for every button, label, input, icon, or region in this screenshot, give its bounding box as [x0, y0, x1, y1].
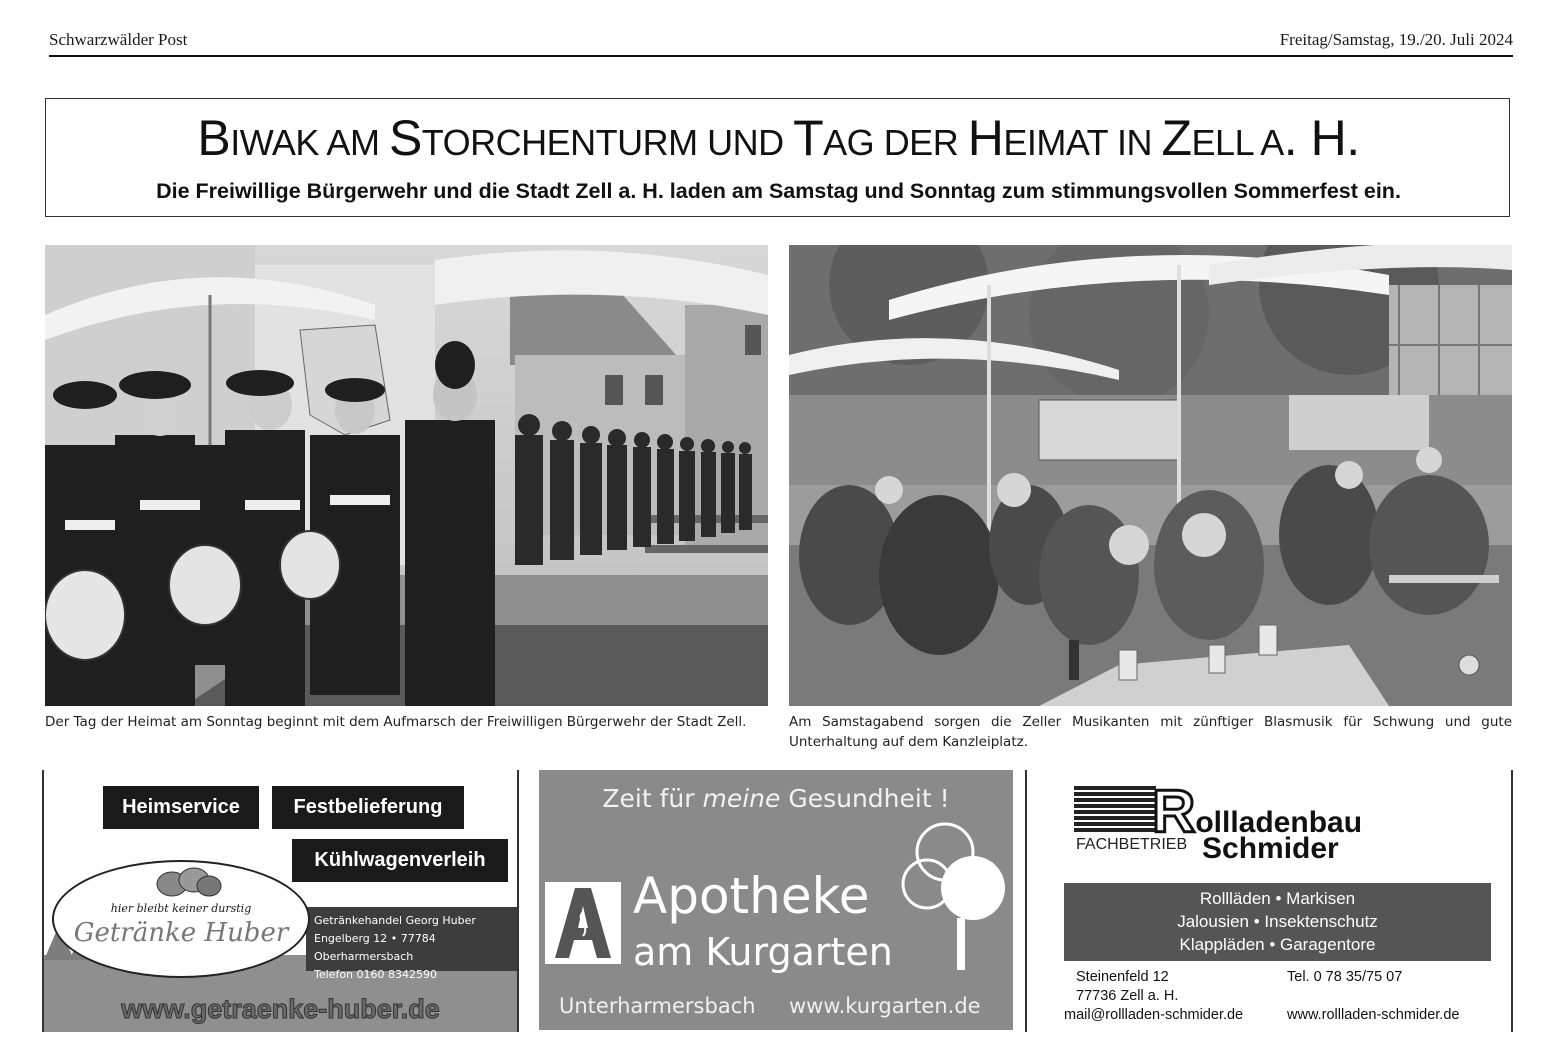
headline-box: [45, 98, 1510, 217]
tree-icon: [899, 822, 1011, 972]
schmider-name: Schmider: [1202, 832, 1339, 865]
photo-caption-1: Der Tag der Heimat am Sonntag beginnt mit dem Aufmarsch der Freiwilligen Bürgerwehr der Stadt Zell.: [45, 714, 747, 730]
ad-apotheke-kurgarten[interactable]: [539, 770, 1013, 1030]
huber-url[interactable]: www.getraenke-huber.de: [121, 994, 440, 1024]
rollladen-email[interactable]: mail@rollladen-schmider.de: [1064, 1007, 1244, 1023]
ad-border-divider-2: [1025, 770, 1027, 1032]
services-band: Rollläden • Markisen Jalousien • Insektenschutz Klappläden • Garagentore: [1064, 883, 1491, 961]
photo-kanzleiplatz-evening: [789, 245, 1512, 706]
rollladen-phone[interactable]: Tel. 0 78 35/75 07: [1287, 969, 1403, 985]
logo-text: Getränke Huber: [73, 918, 289, 948]
newspaper-name: Schwarzwälder Post: [49, 30, 188, 49]
rollladen-web[interactable]: www.rollladen-schmider.de: [1287, 1007, 1460, 1023]
apotheke-url[interactable]: www.kurgarten.de: [789, 994, 981, 1018]
issue-date: Freitag/Samstag, 19./20. Juli 2024: [1279, 30, 1513, 49]
apotheke-name-line2: am Kurgarten: [633, 930, 893, 974]
header-rule: [49, 55, 1513, 57]
tag-festbelieferung: Festbelieferung: [272, 786, 464, 829]
tag-kuehlwagenverleih: Kühlwagenverleih: [292, 839, 508, 882]
tag-heimservice: Heimservice: [103, 786, 259, 829]
apotheke-name-line1: Apotheke: [633, 867, 870, 925]
slogan: hier bleibt keiner durstig: [110, 902, 252, 915]
article-headline: BIWAK AM STORCHENTURM UND TAG DER HEIMAT IN ZELL A. H.: [197, 110, 1360, 166]
photo-buergerwehr-parade: [45, 245, 768, 706]
apotheke-tagline: Zeit für meine Gesundheit !: [602, 784, 950, 813]
huber-address: Getränkehandel Georg Huber Engelberg 12 • 77784 Oberharmersbach Telefon 0160 8342590: [314, 914, 476, 981]
ad-border-right: [1511, 770, 1513, 1032]
fachbetrieb-label: FACHBETRIEB: [1076, 836, 1188, 853]
article-subtitle: Die Freiwillige Bürgerwehr und die Stadt Zell a. H. laden am Samstag und Sonntag zum stimmungsvollen Sommerfest ein.: [156, 179, 1401, 203]
photo-caption-2: Am Samstagabend sorgen die Zeller Musikanten mit zünftiger Blasmusik für Schwung und gute Unterhaltung auf dem Kanzleiplatz.: [789, 714, 1512, 750]
ad-border-divider-1: [517, 770, 519, 1032]
pharmacy-a-icon: [545, 882, 621, 964]
ad-getraenke-huber[interactable]: [44, 770, 517, 1032]
getraenke-huber-logo: [52, 860, 310, 978]
rollladen-address: Steinenfeld 12 77736 Zell a. H.: [1076, 969, 1179, 1004]
apotheke-place: Unterharmersbach: [559, 994, 756, 1018]
ad-rollladenbau-schmider[interactable]: [1036, 770, 1510, 1032]
rollladenbau-brand: Rollladenbau: [1152, 778, 1363, 845]
shutter-stripes-icon: [1074, 786, 1156, 834]
bottles-icon: [154, 866, 224, 900]
